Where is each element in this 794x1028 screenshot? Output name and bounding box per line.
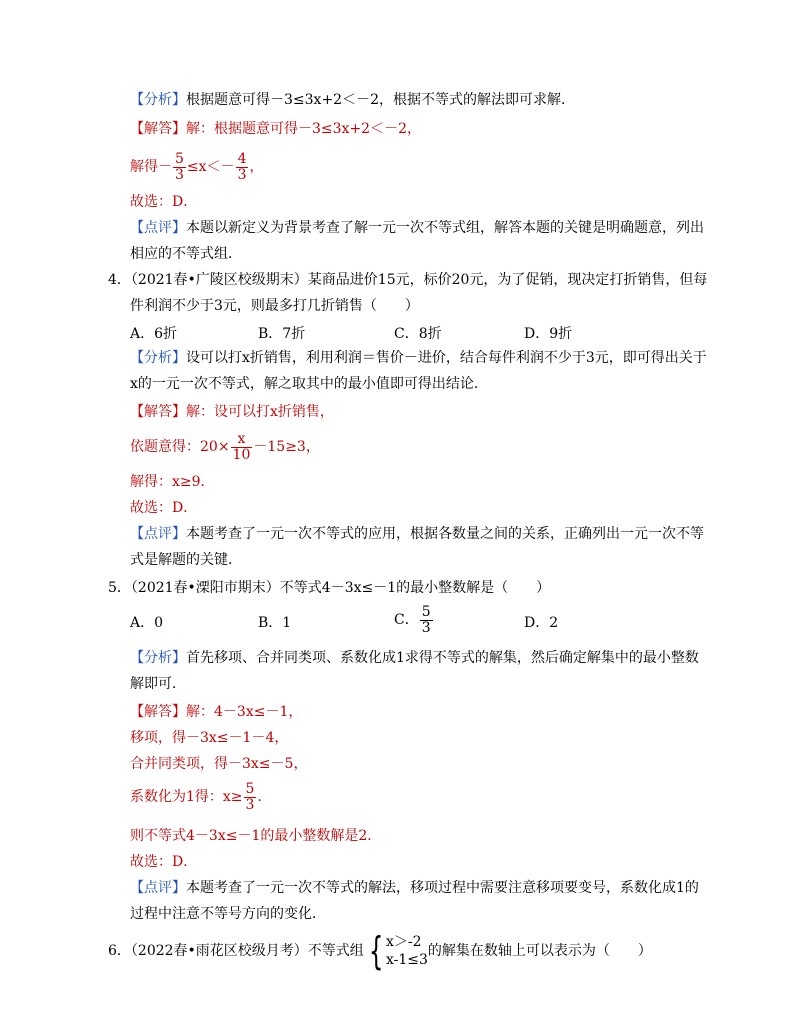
- q3-comment-2: 相应的不等式组．: [130, 246, 242, 262]
- q5-comment-2: 过程中注意不等号方向的变化．: [130, 906, 326, 922]
- answer-text: 解：4－3x≤－1，: [186, 704, 303, 720]
- denominator: 3: [245, 796, 255, 813]
- q5-conclusion: 则不等式4－3x≤－1的最小整数解是2．: [130, 828, 382, 844]
- comment-tag: 【点评】: [130, 220, 186, 236]
- q6-stem: [108, 930, 652, 972]
- numerator: 4: [237, 150, 247, 167]
- q5-step-3: [130, 780, 271, 814]
- stem-prefix: 6．（2022春•雨花区校级月考）不等式组: [108, 943, 364, 959]
- analysis-text: 设可以打x折销售，利用利润＝售价－进价，结合每件利润不少于3元，即可得出关于: [186, 350, 707, 366]
- solve-prefix: 解得－: [130, 159, 172, 175]
- comment-text: 本题考查了一元一次不等式的应用，根据各数量之间的关系，正确列出一元一次不等: [186, 526, 704, 542]
- solve-suffix: ，: [249, 159, 264, 175]
- answer-text: 解：设可以打x折销售，: [186, 404, 334, 420]
- q4-answer: [130, 402, 334, 422]
- eq-prefix: 依题意得：20×: [130, 439, 230, 455]
- left-brace-icon: {: [368, 929, 384, 973]
- q4-choice: 故选：D．: [130, 500, 198, 516]
- q5-step-2: 合并同类项，得－3x≤－5，: [130, 756, 308, 772]
- q5-comment-1: [130, 878, 699, 898]
- q4-analysis-2: x的一元一次不等式，解之取其中的最小值即可得出结论．: [130, 376, 488, 392]
- q3-answer: [130, 119, 421, 139]
- system-line: x＞-2: [385, 934, 422, 950]
- step3-suffix: ．: [257, 789, 272, 805]
- analysis-text: 根据题意可得－3≤3x+2＜－2，根据不等式的解法即可求解．: [186, 92, 575, 108]
- answer-tag: 【解答】: [130, 121, 186, 137]
- analysis-tag: 【分析】: [130, 350, 186, 366]
- q5-analysis-2: 解即可．: [130, 676, 186, 692]
- q5-stem: 5．（2021春•溧阳市期末）不等式4－3x≤－1的最小整数解是（ ）: [108, 580, 551, 596]
- step3-prefix: 系数化为1得：x≥: [130, 789, 243, 805]
- comment-tag: 【点评】: [130, 526, 186, 542]
- analysis-tag: 【分析】: [130, 650, 186, 666]
- fraction: [236, 152, 249, 183]
- q4-comment-1: [130, 524, 704, 544]
- q4-stem-2: 件利润不少于3元，则最多打几折销售（ ）: [130, 298, 419, 314]
- q5-choice: 故选：D．: [130, 854, 198, 870]
- numerator: x: [231, 432, 253, 448]
- q5-option-c: [394, 602, 434, 638]
- q4-option-b: B．7折: [258, 326, 306, 342]
- solve-mid: ≤x＜－: [186, 159, 235, 175]
- answer-tag: 【解答】: [130, 404, 186, 420]
- analysis-tag: 【分析】: [130, 92, 186, 108]
- denominator: 10: [232, 446, 251, 463]
- comment-text: 本题以新定义为背景考查了解一元一次不等式组，解答本题的关键是明确题意，列出: [186, 220, 704, 236]
- q5-option-a: A．0: [130, 615, 164, 631]
- comment-tag: 【点评】: [130, 880, 186, 896]
- fraction: [420, 605, 433, 636]
- q5-step-1: 移项，得－3x≤－1－4，: [130, 730, 289, 746]
- q5-answer: [130, 702, 302, 722]
- denominator: 3: [237, 166, 247, 183]
- q4-option-a: A．6折: [130, 326, 178, 342]
- numerator: 5: [245, 780, 255, 797]
- eq-suffix: －15≥3，: [253, 439, 320, 455]
- q3-choice: 故选：D．: [130, 194, 198, 210]
- denominator: 3: [421, 619, 431, 636]
- q4-solve: 解得：x≥9．: [130, 474, 215, 490]
- q4-comment-2: 式是解题的关键．: [130, 552, 242, 568]
- fraction: [244, 782, 257, 813]
- q3-solution: [130, 150, 263, 184]
- q5-analysis-1: [130, 648, 699, 668]
- q5-option-d: D．2: [524, 615, 559, 631]
- q4-analysis-1: [130, 348, 707, 368]
- analysis-text: 首先移项、合并同类项、系数化成1求得不等式的解集，然后确定解集中的最小整数: [186, 650, 699, 666]
- q4-stem-1: 4．（2021春•广陵区校级期末）某商品进价15元，标价20元，为了促销，现决定打折销售，但每: [108, 272, 708, 288]
- q5-option-b: B．1: [258, 615, 292, 631]
- q3-comment-1: [130, 218, 704, 238]
- answer-text: 解：根据题意可得－3≤3x+2＜－2，: [186, 121, 421, 137]
- option-c-prefix: C．: [394, 612, 419, 628]
- q3-analysis: [130, 90, 575, 110]
- q4-option-d: D．9折: [524, 326, 573, 342]
- answer-tag: 【解答】: [130, 704, 186, 720]
- system-line: x-1≤3: [385, 952, 428, 968]
- q4-option-c: C．8折: [394, 326, 442, 342]
- fraction: [173, 152, 186, 183]
- numerator: 5: [421, 603, 431, 620]
- inequality-system: [386, 933, 428, 969]
- stem-suffix: 的解集在数轴上可以表示为（ ）: [427, 943, 652, 959]
- fraction: [231, 432, 253, 463]
- denominator: 3: [175, 166, 184, 183]
- comment-text: 本题考查了一元一次不等式的解法，移项过程中需要注意移项要变号，系数化成1的: [186, 880, 699, 896]
- numerator: 5: [175, 150, 184, 167]
- q4-equation: [130, 430, 320, 464]
